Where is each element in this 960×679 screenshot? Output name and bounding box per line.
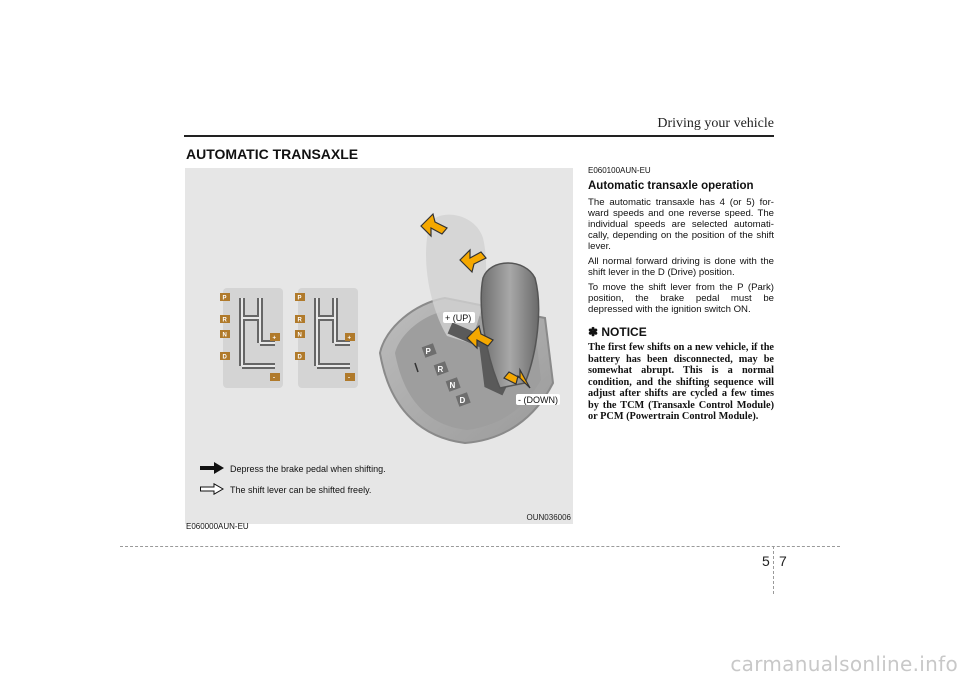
gate-letter-d: D: [459, 396, 466, 405]
footer-rule: [120, 546, 840, 547]
chapter-number: 5: [762, 553, 770, 569]
shift-lever-illustration: [185, 168, 573, 468]
legend-brake-text: Depress the brake pedal when shifting.: [230, 464, 386, 474]
svg-text:D: D: [222, 354, 227, 361]
gate-letter-n: N: [449, 381, 456, 390]
footer-divider: [773, 546, 774, 594]
shift-console: [380, 215, 553, 443]
section-title: AUTOMATIC TRANSAXLE: [186, 146, 359, 162]
svg-text:P: P: [222, 295, 227, 302]
solid-arrow-icon: [200, 462, 224, 474]
svg-text:-: -: [348, 375, 350, 382]
svg-text:R: R: [297, 317, 302, 324]
header-rule: [184, 135, 774, 137]
right-column: [588, 166, 774, 423]
shift-pattern-right: [295, 288, 358, 388]
shift-pattern-left: [220, 288, 283, 388]
svg-text:+: +: [272, 335, 277, 342]
svg-text:+: +: [347, 335, 352, 342]
gate-letter-r: R: [437, 365, 444, 374]
paragraph-1: The automatic transaxle has 4 (or 5) for-ward speeds and one reverse speed. The individual speeds are selected automati-cally, depending on the position of the shift lever.: [588, 197, 774, 252]
subsection-code: E060100AUN-EU: [588, 166, 651, 175]
svg-text:D: D: [297, 354, 302, 361]
svg-text:N: N: [297, 332, 302, 339]
gate-letter-p: P: [425, 347, 431, 356]
outline-arrow-icon: [200, 483, 224, 495]
watermark: carmanualsonline.info: [730, 652, 958, 676]
notice-body: The first few shifts on a new vehicle, if the battery has been disconnected, may be somewhat abrupt. This is a normal condition, and the shifting sequence will adjust after shifts are cycled a few times by the TCM (Transaxle Control Module) or PCM (Powertrain Control Module).: [588, 342, 774, 422]
legend-free-text: The shift lever can be shifted freely.: [230, 485, 372, 495]
figure-section-code: E060000AUN-EU: [186, 522, 249, 531]
page-number: 7: [779, 553, 787, 569]
svg-text:N: N: [222, 332, 227, 339]
label-down: - (DOWN): [518, 395, 558, 405]
running-header: Driving your vehicle: [657, 116, 774, 131]
notice-title: ✽ NOTICE: [588, 325, 647, 339]
svg-text:R: R: [222, 317, 227, 324]
paragraph-2: All normal forward driving is done with the shift lever in the D (Drive) position.: [588, 256, 774, 278]
label-up: + (UP): [445, 313, 472, 323]
subsection-title: Automatic transaxle operation: [588, 180, 754, 192]
paragraph-3: To move the shift lever from the P (Park) position, the brake pedal must be depressed with the ignition switch ON.: [588, 282, 774, 315]
svg-text:-: -: [273, 375, 275, 382]
figure-code: OUN036006: [526, 513, 571, 522]
shift-lever-figure: [185, 168, 573, 524]
svg-text:P: P: [297, 295, 302, 302]
